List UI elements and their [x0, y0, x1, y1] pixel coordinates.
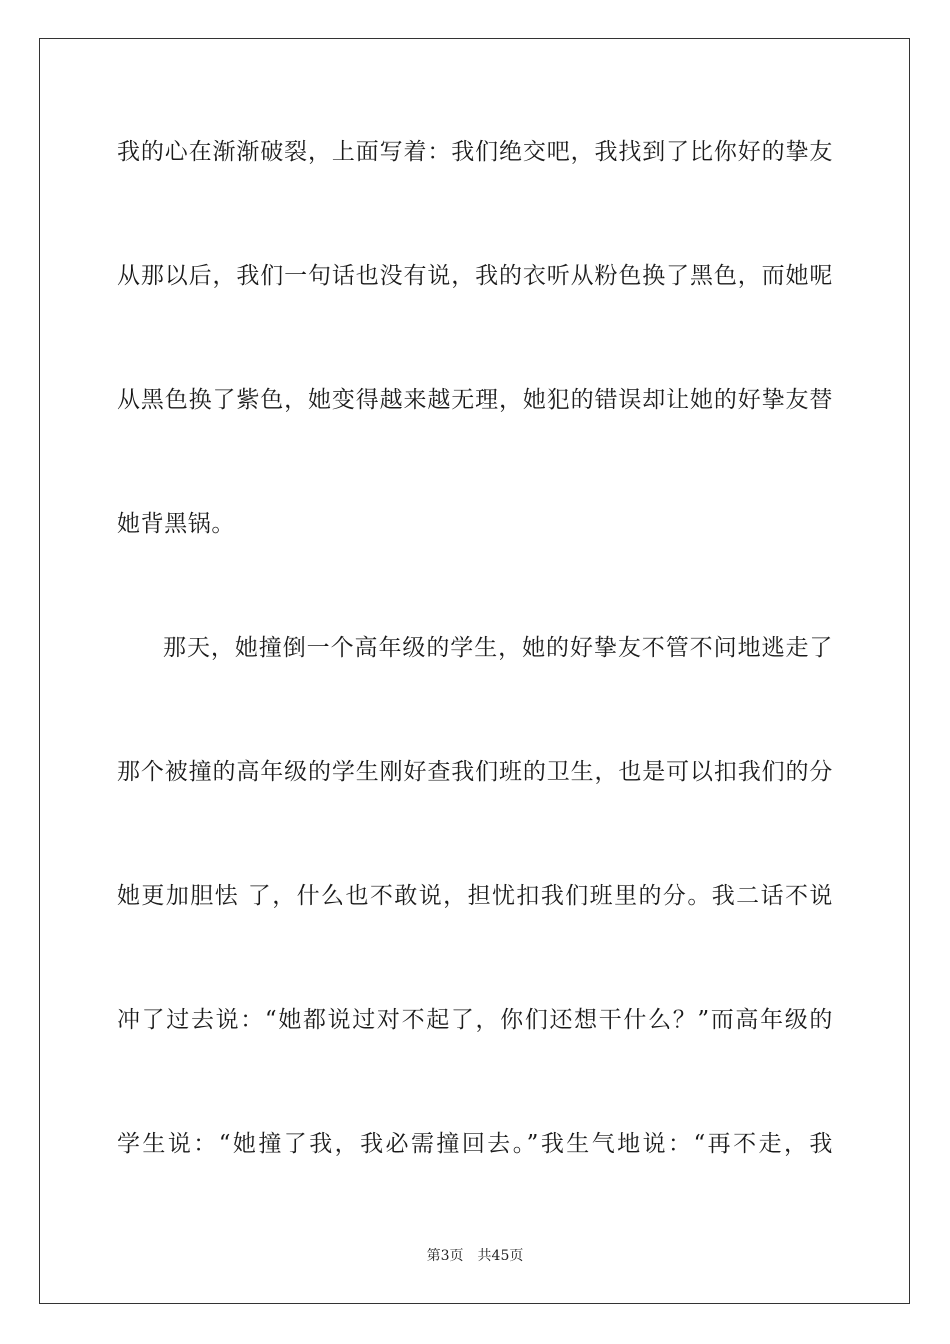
page-number: 第3页 — [426, 1248, 464, 1264]
paragraph-line: 从那以后，我们一句话也没有说，我的衣听从粉色换了黑色，而她呢 — [117, 263, 833, 289]
paragraph-line: 冲了过去说：“她都说过对不起了，你们还想干什么？”而高年级的 — [117, 1007, 833, 1033]
paragraph-line: 她更加胆怯 了，什么也不敢说，担忧扣我们班里的分。我二话不说 — [117, 883, 833, 909]
paragraph-line: 那天，她撞倒一个高年级的学生，她的好挚友不管不问地逃走了 — [163, 635, 833, 661]
page-border — [39, 38, 910, 1304]
paragraph-line: 我的心在渐渐破裂，上面写着：我们绝交吧，我找到了比你好的挚友 — [117, 139, 833, 165]
page-total: 共45页 — [477, 1248, 524, 1264]
paragraph-line: 学生说：“她撞了我，我必需撞回去。”我生气地说：“再不走，我 — [117, 1131, 833, 1157]
page-footer — [0, 1247, 950, 1265]
paragraph-line: 从黑色换了紫色，她变得越来越无理，她犯的错误却让她的好挚友替 — [117, 387, 833, 413]
paragraph-line: 她背黑锅。 — [117, 511, 235, 537]
paragraph-line: 那个被撞的高年级的学生刚好查我们班的卫生，也是可以扣我们的分 — [117, 759, 833, 785]
